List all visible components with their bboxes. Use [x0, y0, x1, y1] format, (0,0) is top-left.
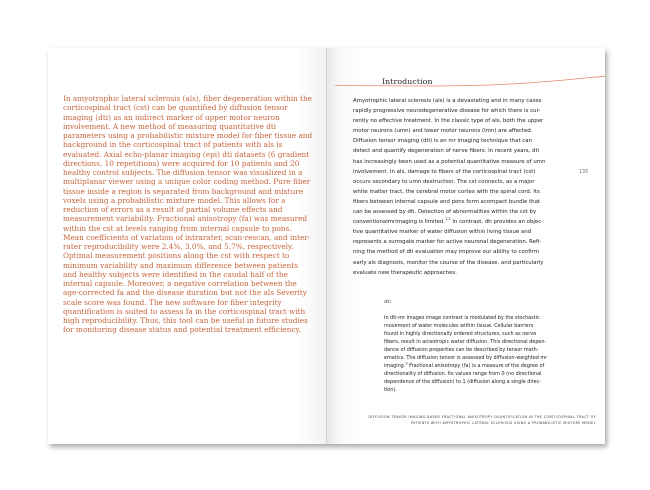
dti-line-text: Fractional anisotropy (fa) is a measure of the degree of [407, 363, 545, 370]
citation-superscript: 1,2 [445, 217, 451, 222]
dti-line: dence of diffusion properties can be described by tensor math- [384, 347, 539, 354]
running-title-line: PATIENTS WITH AMYOTROPHIC LATERAL SCLEROSIS USING A PROBABILISTIC MIXTURE MODEL [410, 421, 596, 425]
book-spread [48, 48, 605, 444]
dti-line: fibers, result in anisotropic water diffusion. This directional depen- [384, 339, 547, 346]
dti-line: In dti-mr images image contrast is modulated by the stochastic [384, 315, 540, 321]
intro-line: Diffusion tensor imaging (dti) is an mr imaging technique that can [353, 138, 532, 145]
dti-line: tion). [384, 387, 397, 394]
intro-line: represents a surrogate marker for active neuronal degeneration. Refi- [353, 239, 542, 246]
intro-line: early als diagnosis, monitor the course of the disease, and particularly [353, 259, 544, 266]
citation-superscript: 3 [405, 361, 408, 366]
subsection-title-dti: dti [384, 300, 392, 305]
intro-line: involvement. In als, damage to fibers of the corticospinal tract (cst) [353, 168, 536, 175]
wave-path [335, 76, 605, 86]
intro-line: tive quantitative marker of water diffusion within living tissue and [353, 229, 532, 236]
introduction-body [353, 96, 571, 278]
intro-line-with-citation [353, 217, 571, 227]
dti-line: ematics. The diffusion tensor is assessed by diffusion-weighted mr [384, 355, 548, 362]
intro-line: ning the method of dti evaluation may improve our ability to confirm [353, 249, 539, 256]
dti-line: movement of water molecules within tissue. Cellular barriers [384, 323, 534, 330]
dti-body [384, 314, 576, 394]
intro-line: fibers between internal capsule and pons form acompact bundle that [353, 198, 541, 205]
intro-line: evaluate new therapeutic approaches. [353, 269, 457, 276]
intro-line-text: conventionalmrimaging is limited. [353, 219, 446, 226]
intro-line: can be assessed by dti. Detection of abnormalities within the cst by [353, 209, 537, 216]
intro-line: Amyotrophic lateral sclerosis (als) is a devastating and in many cases [353, 98, 542, 104]
intro-line: has increasingly been used as a potential quantitative measure of umn [353, 158, 546, 165]
intro-line: detect and quantify degeneration of nerve fibers. In recent years, dti [353, 148, 540, 155]
intro-line: motor neurons (umn) and lower motor neurons (lmn) are affected. [353, 128, 533, 135]
dti-line: dependence of the diffusion) to 1 (diffusion along a single direc- [384, 379, 542, 386]
right-page [327, 48, 605, 444]
page-number: 135 [579, 170, 589, 175]
section-title-introduction: Introduction [382, 77, 433, 86]
running-title [331, 414, 596, 426]
dti-line-with-citation [384, 362, 576, 370]
left-page [48, 48, 326, 444]
intro-line: occurs secondary to umn destruction. The cst connects, as a major [353, 178, 535, 185]
decorative-wave-line [335, 75, 605, 87]
intro-line-text: In contrast, dti provides an objec- [450, 219, 544, 226]
intro-line: white matter tract, the cerebral motor cortex with the spinal cord. Its [353, 188, 540, 195]
dti-line: directionality of diffusion. Its values range from 0 (no directional [384, 371, 542, 378]
dti-line-text: imaging. [384, 363, 406, 370]
dti-line: found in highly directionally ordered structures, such as nerve [384, 331, 537, 338]
intro-line: rapidly progressive neurodegenerative disease for which there is cur- [353, 108, 541, 115]
running-title-line: DIFFUSION TENSOR IMAGING BASED FRACTIONAL ANISOTROPY QUANTIFICATION IN THE CORTICOSPINAL TRACT OF [368, 415, 596, 419]
intro-line: rently no effective treatment. In the classic type of als, both the upper [353, 118, 544, 125]
abstract-text: In amyotrophic lateral sclerosis (als), fiber degeneration within the corticospinal tract (cst) can be quantified by diffusion tensor imaging (dti) as an indirect marker of upper motor neuron involvement. A new method of measuring quantitative dti parameters using a probabilistic mixture model for fiber tissue and background in the corticospinal tract of patients with als is evaluated. Axial echo-planar imaging (epi) dti datasets (6 gradient directions, 10 repetitions) were acquired for 10 patients and 20 healthy control subjects. The diffusion tensor was visualized in a multiplanar viewer using a unique color coding method. Pure fiber tissue inside a region is separated from background and mixture voxels using a probabilistic mixture model. This allows for a reduction of errors as a result of partial volume effects and measurement variability. Fractional anisotropy (fa) was measured within the cst at levels ranging from internal capsule to pons. Mean coefficients of variation of intrarater, scan-rescan, and inter-rater reproducibility were 2.4%, 3.0%, and 5.7%, respectively. Optimal measurement positions along the cst with respect to minimum variability and maximum difference between patients and healthy subjects were identified in the caudal half of the internal capsule. Moreover, a negative correlation between the age-corrected fa and the disease duration but not the als Severity scale score was found. The new software for fiber integrity quantification is suited to assess fa in the corticospinal tract with high reproducibility. Thus, this tool can be useful in future studies for monitoring disease status and potential treatment efficiency. [63, 94, 313, 335]
